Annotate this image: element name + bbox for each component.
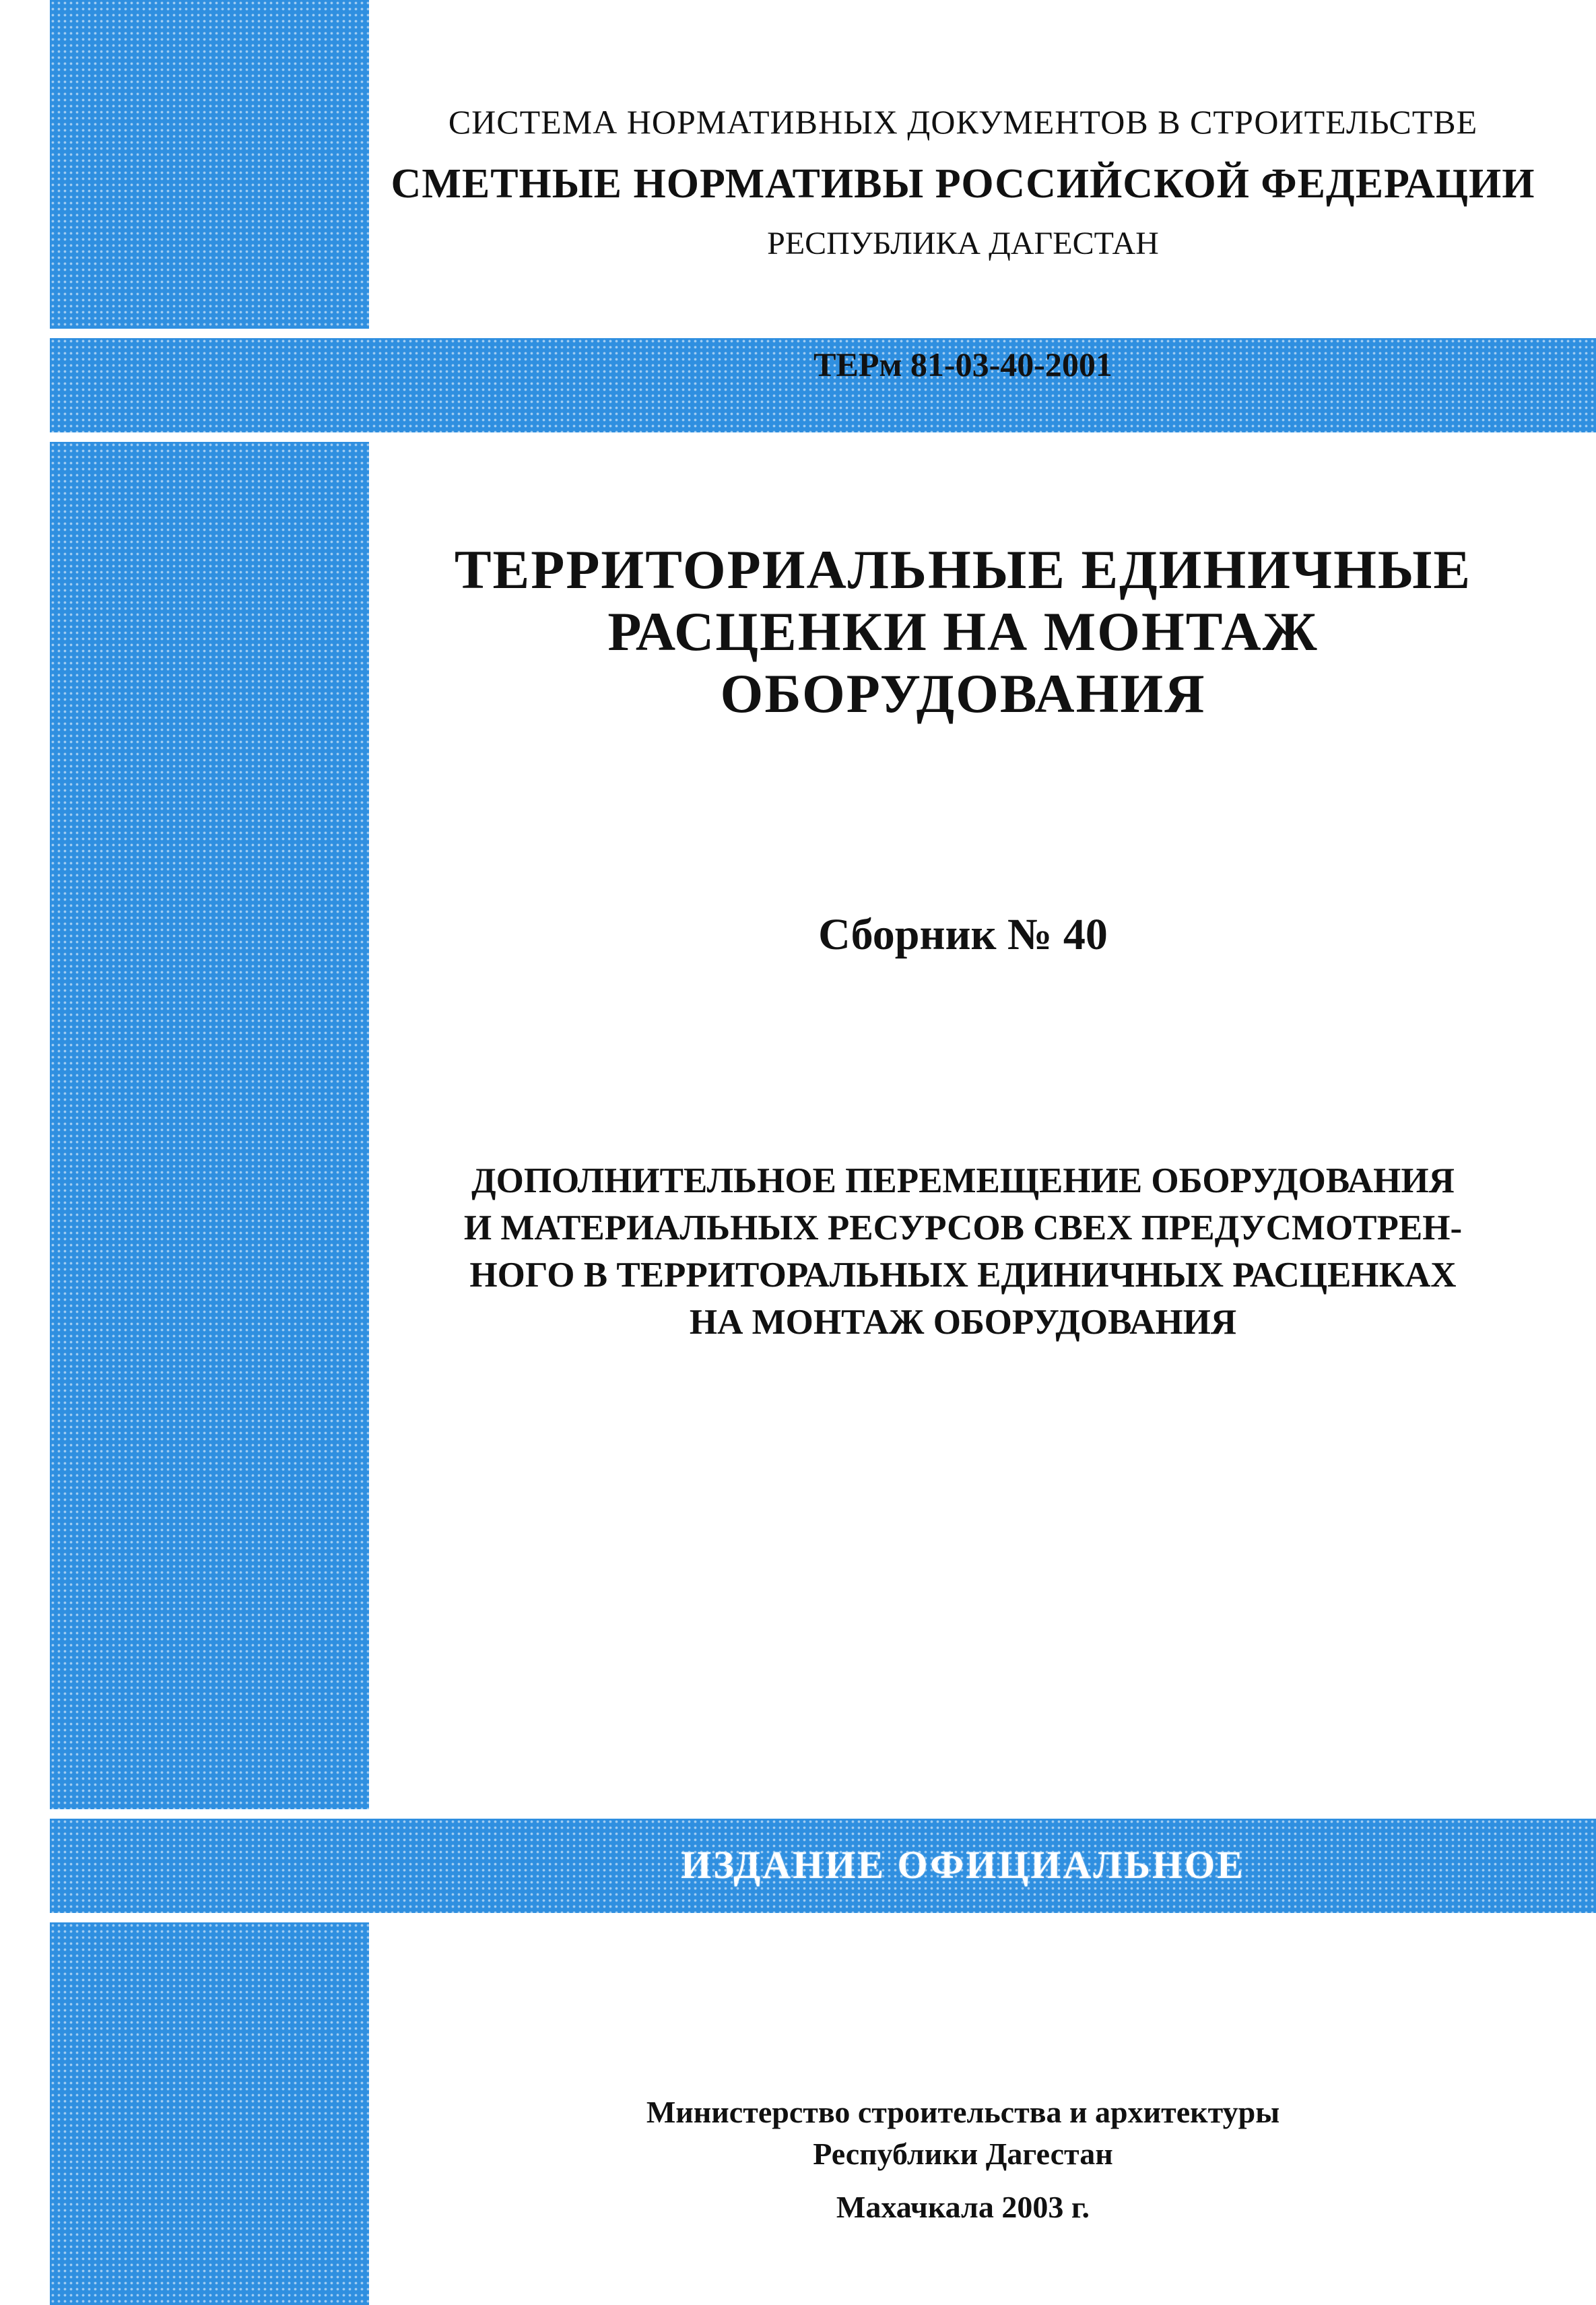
subject-title-line: ДОПОЛНИТЕЛЬНОЕ ПЕРЕМЕЩЕНИЕ ОБОРУДОВАНИЯ: [471, 1161, 1455, 1200]
subject-title-line: НОГО В ТЕРРИТОРАЛЬНЫХ ЕДИНИЧНЫХ РАСЦЕНКАХ: [469, 1256, 1457, 1295]
main-title-line: ОБОРУДОВАНИЯ: [720, 663, 1206, 724]
subject-title: [377, 1157, 1549, 1346]
document-code: ТЕРм 81-03-40-2001: [813, 346, 1112, 383]
blue-halftone-column-middle: [50, 442, 369, 1809]
publisher-line: Республики Дагестан: [813, 2137, 1113, 2171]
blue-halftone-column-bottom: [50, 1922, 369, 2305]
system-header: СИСТЕМА НОРМАТИВНЫХ ДОКУМЕНТОВ В СТРОИТЕЛЬСТВЕ: [448, 103, 1478, 141]
subject-title-line: И МАТЕРИАЛЬНЫХ РЕСУРСОВ СВЕХ ПРЕДУСМОТРЕН-: [463, 1208, 1463, 1247]
main-title-line: РАСЦЕНКИ НА МОНТАЖ: [607, 601, 1319, 662]
city-year: Махачкала 2003 г.: [836, 2190, 1090, 2224]
main-title-line: ТЕРРИТОРИАЛЬНЫЕ ЕДИНИЧНЫЕ: [454, 539, 1472, 600]
official-edition-label: ИЗДАНИЕ ОФИЦИАЛЬНОЕ: [681, 1843, 1245, 1887]
blue-halftone-column-top: [50, 0, 369, 329]
republic-header: РЕСПУБЛИКА ДАГЕСТАН: [767, 226, 1159, 261]
publisher: [377, 2091, 1549, 2175]
publisher-line: Министерство строительства и архитектуры: [646, 2095, 1280, 2129]
subject-title-line: НА МОНТАЖ ОБОРУДОВАНИЯ: [689, 1303, 1237, 1342]
collection-number: Сборник № 40: [818, 910, 1108, 959]
main-title: [377, 539, 1549, 725]
norms-header: СМЕТНЫЕ НОРМАТИВЫ РОССИЙСКОЙ ФЕДЕРАЦИИ: [391, 161, 1535, 207]
